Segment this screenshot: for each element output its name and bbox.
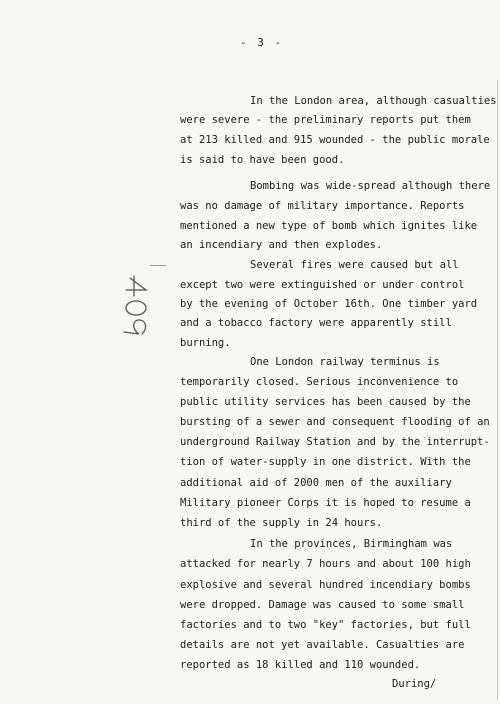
text-line: were dropped. Damage was caused to some small — [180, 599, 465, 611]
text-line: at 213 killed and 915 wounded - the public morale — [180, 134, 490, 146]
text-line: by the evening of October 16th. One timber yard — [180, 298, 478, 310]
text-line: additional aid of 2000 men of the auxiliary — [180, 477, 452, 489]
text-line: third of the supply in 24 hours. — [180, 517, 383, 529]
text-line: One London railway terminus is — [250, 356, 440, 368]
text-line: burning. — [180, 337, 231, 349]
text-line: Bombing was wide-spread although there — [250, 180, 491, 192]
text-line: and a tobacco factory were apparently still — [180, 317, 452, 329]
text-line: Several fires were caused but all — [250, 259, 459, 271]
page-number: - 3 - — [240, 36, 284, 49]
catchword: During/ — [392, 678, 437, 690]
text-line: Military pioneer Corps it is hoped to resume a — [180, 497, 471, 509]
text-line: an incendiary and then explodes. — [180, 239, 383, 251]
text-line: mentioned a new type of bomb which ignites like — [180, 220, 478, 232]
text-line: details are not yet available. Casualties are — [180, 639, 465, 651]
text-line: explosive and several hundred incendiary bombs — [180, 579, 471, 591]
text-line: public utility services has been caused by the — [180, 396, 471, 408]
text-line: reported as 18 killed and 110 wounded. — [180, 659, 421, 671]
text-line: temporarily closed. Serious inconvenience to — [180, 376, 459, 388]
text-line: were severe - the preliminary reports put them — [180, 114, 471, 126]
text-line: factories and to two "key" factories, but full — [180, 619, 471, 631]
text-line: tion of water-supply in one district. With the — [180, 456, 471, 468]
text-line: bursting of a sewer and consequent flooding of an — [180, 416, 490, 428]
text-line: underground Railway Station and by the interrupt- — [180, 436, 490, 448]
text-line: except two were extinguished or under control — [180, 279, 465, 291]
text-line: was no damage of military importance. Reports — [180, 200, 465, 212]
text-line: is said to have been good. — [180, 154, 345, 166]
text-line: attacked for nearly 7 hours and about 100 high — [180, 558, 471, 570]
text-line: In the London area, although casualties — [250, 95, 497, 107]
text-line: In the provinces, Birmingham was — [250, 538, 453, 550]
